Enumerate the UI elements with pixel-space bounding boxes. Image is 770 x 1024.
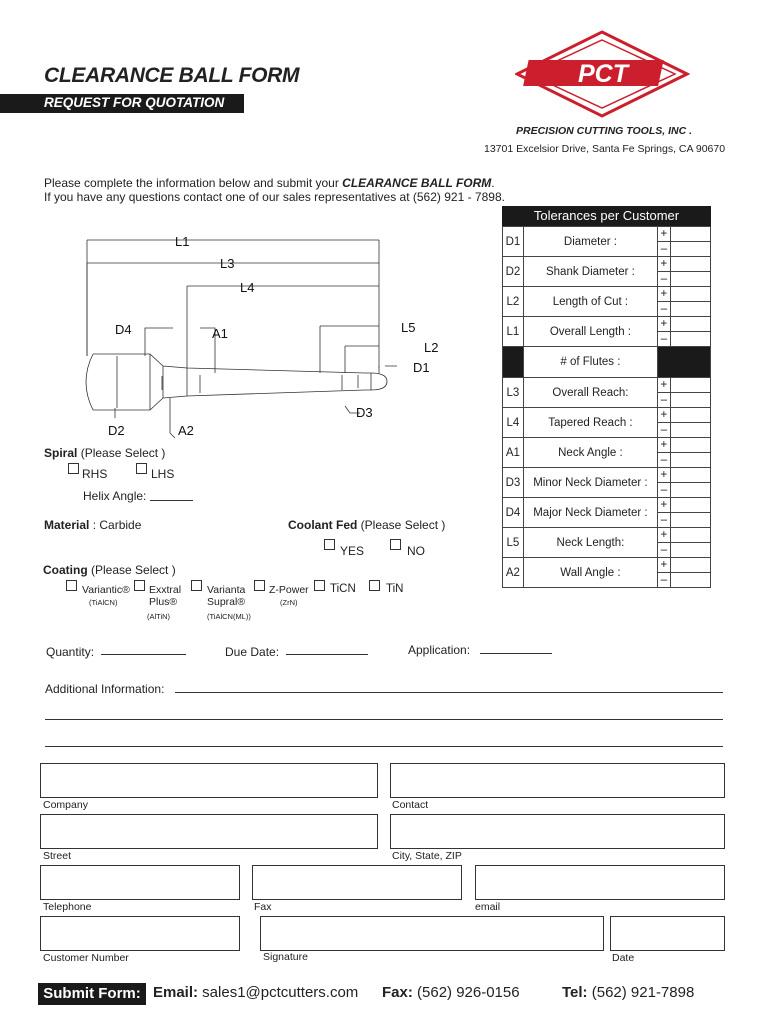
tolerance-name: Neck Angle : <box>523 438 657 468</box>
plus-tolerance-input[interactable] <box>670 257 710 272</box>
tolerance-row <box>503 438 711 453</box>
tolerance-name: Neck Length: <box>523 528 657 558</box>
dim-D4: D4 <box>115 322 132 337</box>
minus-sign: – <box>657 483 670 498</box>
tolerance-row <box>503 408 711 423</box>
tolerance-name: Length of Cut : <box>523 287 657 317</box>
zpower-checkbox[interactable] <box>254 580 265 591</box>
tolerance-table <box>502 226 711 588</box>
coolant-yes-label: YES <box>340 544 365 558</box>
form-subtitle: REQUEST FOR QUOTATION <box>44 95 225 110</box>
minus-tolerance-input[interactable] <box>670 332 710 347</box>
application-input[interactable] <box>480 653 552 654</box>
tolerance-row <box>503 558 711 573</box>
variantic-label: Variantic® <box>82 584 130 596</box>
minus-sign: – <box>657 453 670 468</box>
plus-sign: + <box>657 558 670 573</box>
dim-A1: A1 <box>212 326 228 341</box>
minus-tolerance-input[interactable] <box>670 302 710 317</box>
city-label: City, State, ZIP <box>392 850 462 862</box>
minus-tolerance-input[interactable] <box>670 242 710 257</box>
tolerance-code: L5 <box>503 528 524 558</box>
tolerance-name: Shank Diameter : <box>523 257 657 287</box>
minus-tolerance-input[interactable] <box>670 483 710 498</box>
tolerance-name: Diameter : <box>523 227 657 257</box>
telephone-label: Telephone <box>43 901 92 913</box>
plus-sign: + <box>657 408 670 423</box>
additional-info-label: Additional Information: <box>45 682 165 696</box>
dim-D1: D1 <box>413 360 430 375</box>
intro-period: . <box>491 176 495 190</box>
tolerance-name: Minor Neck Diameter : <box>523 468 657 498</box>
dim-A2: A2 <box>178 423 194 438</box>
company-label: Company <box>43 799 88 811</box>
instructions <box>44 176 505 204</box>
tolerance-code: A1 <box>503 438 524 468</box>
fax-label: Fax <box>254 901 272 913</box>
tolerance-code <box>503 347 524 378</box>
intro-form-name: CLEARANCE BALL FORM <box>342 176 492 190</box>
plus-tolerance-input[interactable] <box>670 468 710 483</box>
dim-L4: L4 <box>240 280 255 295</box>
customer-number-input[interactable] <box>40 916 240 951</box>
lhs-label: LHS <box>151 467 175 481</box>
minus-tolerance-input[interactable] <box>670 543 710 558</box>
helix-angle-label: Helix Angle: <box>83 489 147 503</box>
plus-sign: + <box>657 287 670 302</box>
tolerances-heading: Tolerances per Customer <box>502 206 711 226</box>
minus-tolerance-input[interactable] <box>670 573 710 588</box>
plus-sign: + <box>657 317 670 332</box>
coolant-yes-checkbox[interactable] <box>324 539 335 550</box>
lhs-checkbox[interactable] <box>136 463 147 474</box>
application-label: Application: <box>408 643 471 657</box>
tolerance-code: L1 <box>503 317 524 347</box>
minus-sign: – <box>657 272 670 287</box>
tolerance-row <box>503 468 711 483</box>
rhs-checkbox[interactable] <box>68 463 79 474</box>
footer-fax: Fax: (562) 926-0156 <box>382 984 520 1001</box>
tolerance-row <box>503 498 711 513</box>
contact-input[interactable] <box>390 763 725 798</box>
quantity-label: Quantity: <box>46 645 95 659</box>
tolerance-row <box>503 528 711 543</box>
fax-input[interactable] <box>252 865 462 900</box>
tolerance-name: Major Neck Diameter : <box>523 498 657 528</box>
plus-tolerance-input[interactable] <box>670 227 710 242</box>
plus-tolerance-input[interactable] <box>670 528 710 543</box>
flutes-input[interactable] <box>657 347 710 378</box>
plus-tolerance-input[interactable] <box>670 378 710 393</box>
minus-sign: – <box>657 393 670 408</box>
tolerance-code: L4 <box>503 408 524 438</box>
minus-sign: – <box>657 543 670 558</box>
pct-logo <box>515 30 690 120</box>
spiral-label: Spiral (Please Select ) <box>44 446 166 460</box>
dim-L2: L2 <box>424 340 439 355</box>
due-date-label: Due Date: <box>225 645 280 659</box>
tolerance-name: Tapered Reach : <box>523 408 657 438</box>
varianta-label: Varianta Supral® <box>207 584 246 608</box>
ticn-checkbox[interactable] <box>314 580 325 591</box>
helix-angle-input[interactable] <box>150 500 193 501</box>
minus-tolerance-input[interactable] <box>670 513 710 528</box>
tolerance-code: L2 <box>503 287 524 317</box>
company-address: 13701 Excelsior Drive, Santa Fe Springs, CA 90670 <box>484 143 726 155</box>
tolerance-name: # of Flutes : <box>523 347 657 378</box>
plus-tolerance-input[interactable] <box>670 317 710 332</box>
tin-checkbox[interactable] <box>369 580 380 591</box>
tolerance-row <box>503 317 711 332</box>
minus-tolerance-input[interactable] <box>670 423 710 438</box>
plus-tolerance-input[interactable] <box>670 558 710 573</box>
minus-tolerance-input[interactable] <box>670 453 710 468</box>
signature-input[interactable] <box>260 916 604 951</box>
plus-sign: + <box>657 498 670 513</box>
variantic-checkbox[interactable] <box>66 580 77 591</box>
additional-info-line-1[interactable] <box>175 692 723 693</box>
varianta-sub: (TiAlCN(ML)) <box>207 612 251 621</box>
minus-tolerance-input[interactable] <box>670 393 710 408</box>
city-input[interactable] <box>390 814 725 849</box>
tolerance-name: Overall Length : <box>523 317 657 347</box>
plus-tolerance-input[interactable] <box>670 287 710 302</box>
tolerance-code: A2 <box>503 558 524 588</box>
plus-tolerance-input[interactable] <box>670 408 710 423</box>
tolerance-row <box>503 257 711 272</box>
minus-sign: – <box>657 302 670 317</box>
contact-label: Contact <box>392 799 429 811</box>
form-title: CLEARANCE BALL FORM <box>44 64 300 87</box>
rhs-label: RHS <box>82 467 108 481</box>
tolerance-code: D1 <box>503 227 524 257</box>
submit-form-label: Submit Form: <box>38 983 146 1005</box>
zpower-sub: (ZrN) <box>280 598 298 607</box>
zpower-label: Z-Power <box>269 584 309 596</box>
minus-sign: – <box>657 513 670 528</box>
dim-D3: D3 <box>356 405 373 420</box>
coolant-no-label: NO <box>407 544 425 558</box>
dim-L1: L1 <box>175 234 190 249</box>
coolant-label: Coolant Fed (Please Select ) <box>288 518 446 532</box>
minus-sign: – <box>657 332 670 347</box>
variantic-sub: (TiAlCN) <box>89 598 118 607</box>
footer-email[interactable]: Email: sales1@pctcutters.com <box>153 984 359 1001</box>
exxtral-label: Exxtral Plus® <box>149 584 182 608</box>
dim-L3: L3 <box>220 256 235 271</box>
plus-tolerance-input[interactable] <box>670 438 710 453</box>
minus-tolerance-input[interactable] <box>670 272 710 287</box>
signature-label: Signature <box>263 951 308 963</box>
exxtral-checkbox[interactable] <box>134 580 145 591</box>
customer-number-label: Customer Number <box>43 952 129 964</box>
plus-sign: + <box>657 227 670 242</box>
minus-sign: – <box>657 573 670 588</box>
intro-text: Please complete the information below and submit your <box>44 176 343 190</box>
date-label: Date <box>612 952 635 964</box>
tolerance-row <box>503 287 711 302</box>
telephone-input[interactable] <box>40 865 240 900</box>
street-label: Street <box>43 850 72 862</box>
tin-label: TiN <box>386 583 404 595</box>
plus-sign: + <box>657 468 670 483</box>
tolerance-code: D3 <box>503 468 524 498</box>
street-input[interactable] <box>40 814 378 849</box>
quantity-input[interactable] <box>101 654 186 655</box>
email-input[interactable] <box>475 865 725 900</box>
date-input[interactable] <box>610 916 725 951</box>
additional-info-line-3[interactable] <box>45 746 723 747</box>
tolerance-name: Overall Reach: <box>523 378 657 408</box>
footer-phone: Tel: (562) 921-7898 <box>562 984 695 1001</box>
logo-text: PCT <box>578 60 628 88</box>
plus-sign: + <box>657 528 670 543</box>
intro-contact: If you have any questions contact one of our sales representatives at (562) 921 - 7898. <box>44 190 505 204</box>
plus-sign: + <box>657 438 670 453</box>
additional-info-line-2[interactable] <box>45 719 723 720</box>
dim-D2: D2 <box>108 423 125 438</box>
tolerance-code: D2 <box>503 257 524 287</box>
minus-sign: – <box>657 242 670 257</box>
tolerance-row <box>503 227 711 242</box>
coating-label: Coating (Please Select ) <box>43 563 176 577</box>
tolerance-code: D4 <box>503 498 524 528</box>
plus-sign: + <box>657 378 670 393</box>
tolerance-name: Wall Angle : <box>523 558 657 588</box>
tolerance-code: L3 <box>503 378 524 408</box>
dim-L5: L5 <box>401 320 416 335</box>
ticn-label: TiCN <box>330 583 356 595</box>
coolant-no-checkbox[interactable] <box>390 539 401 550</box>
company-input[interactable] <box>40 763 378 798</box>
tolerance-row <box>503 378 711 393</box>
plus-sign: + <box>657 257 670 272</box>
varianta-checkbox[interactable] <box>191 580 202 591</box>
due-date-input[interactable] <box>286 654 368 655</box>
tool-diagram <box>75 228 450 443</box>
tolerance-row <box>503 347 711 378</box>
exxtral-sub: (AlTiN) <box>147 612 171 621</box>
company-name: PRECISION CUTTING TOOLS, INC . <box>516 125 692 137</box>
material: Material : Carbide <box>44 518 142 532</box>
minus-sign: – <box>657 423 670 438</box>
email-label: email <box>475 901 501 913</box>
plus-tolerance-input[interactable] <box>670 498 710 513</box>
